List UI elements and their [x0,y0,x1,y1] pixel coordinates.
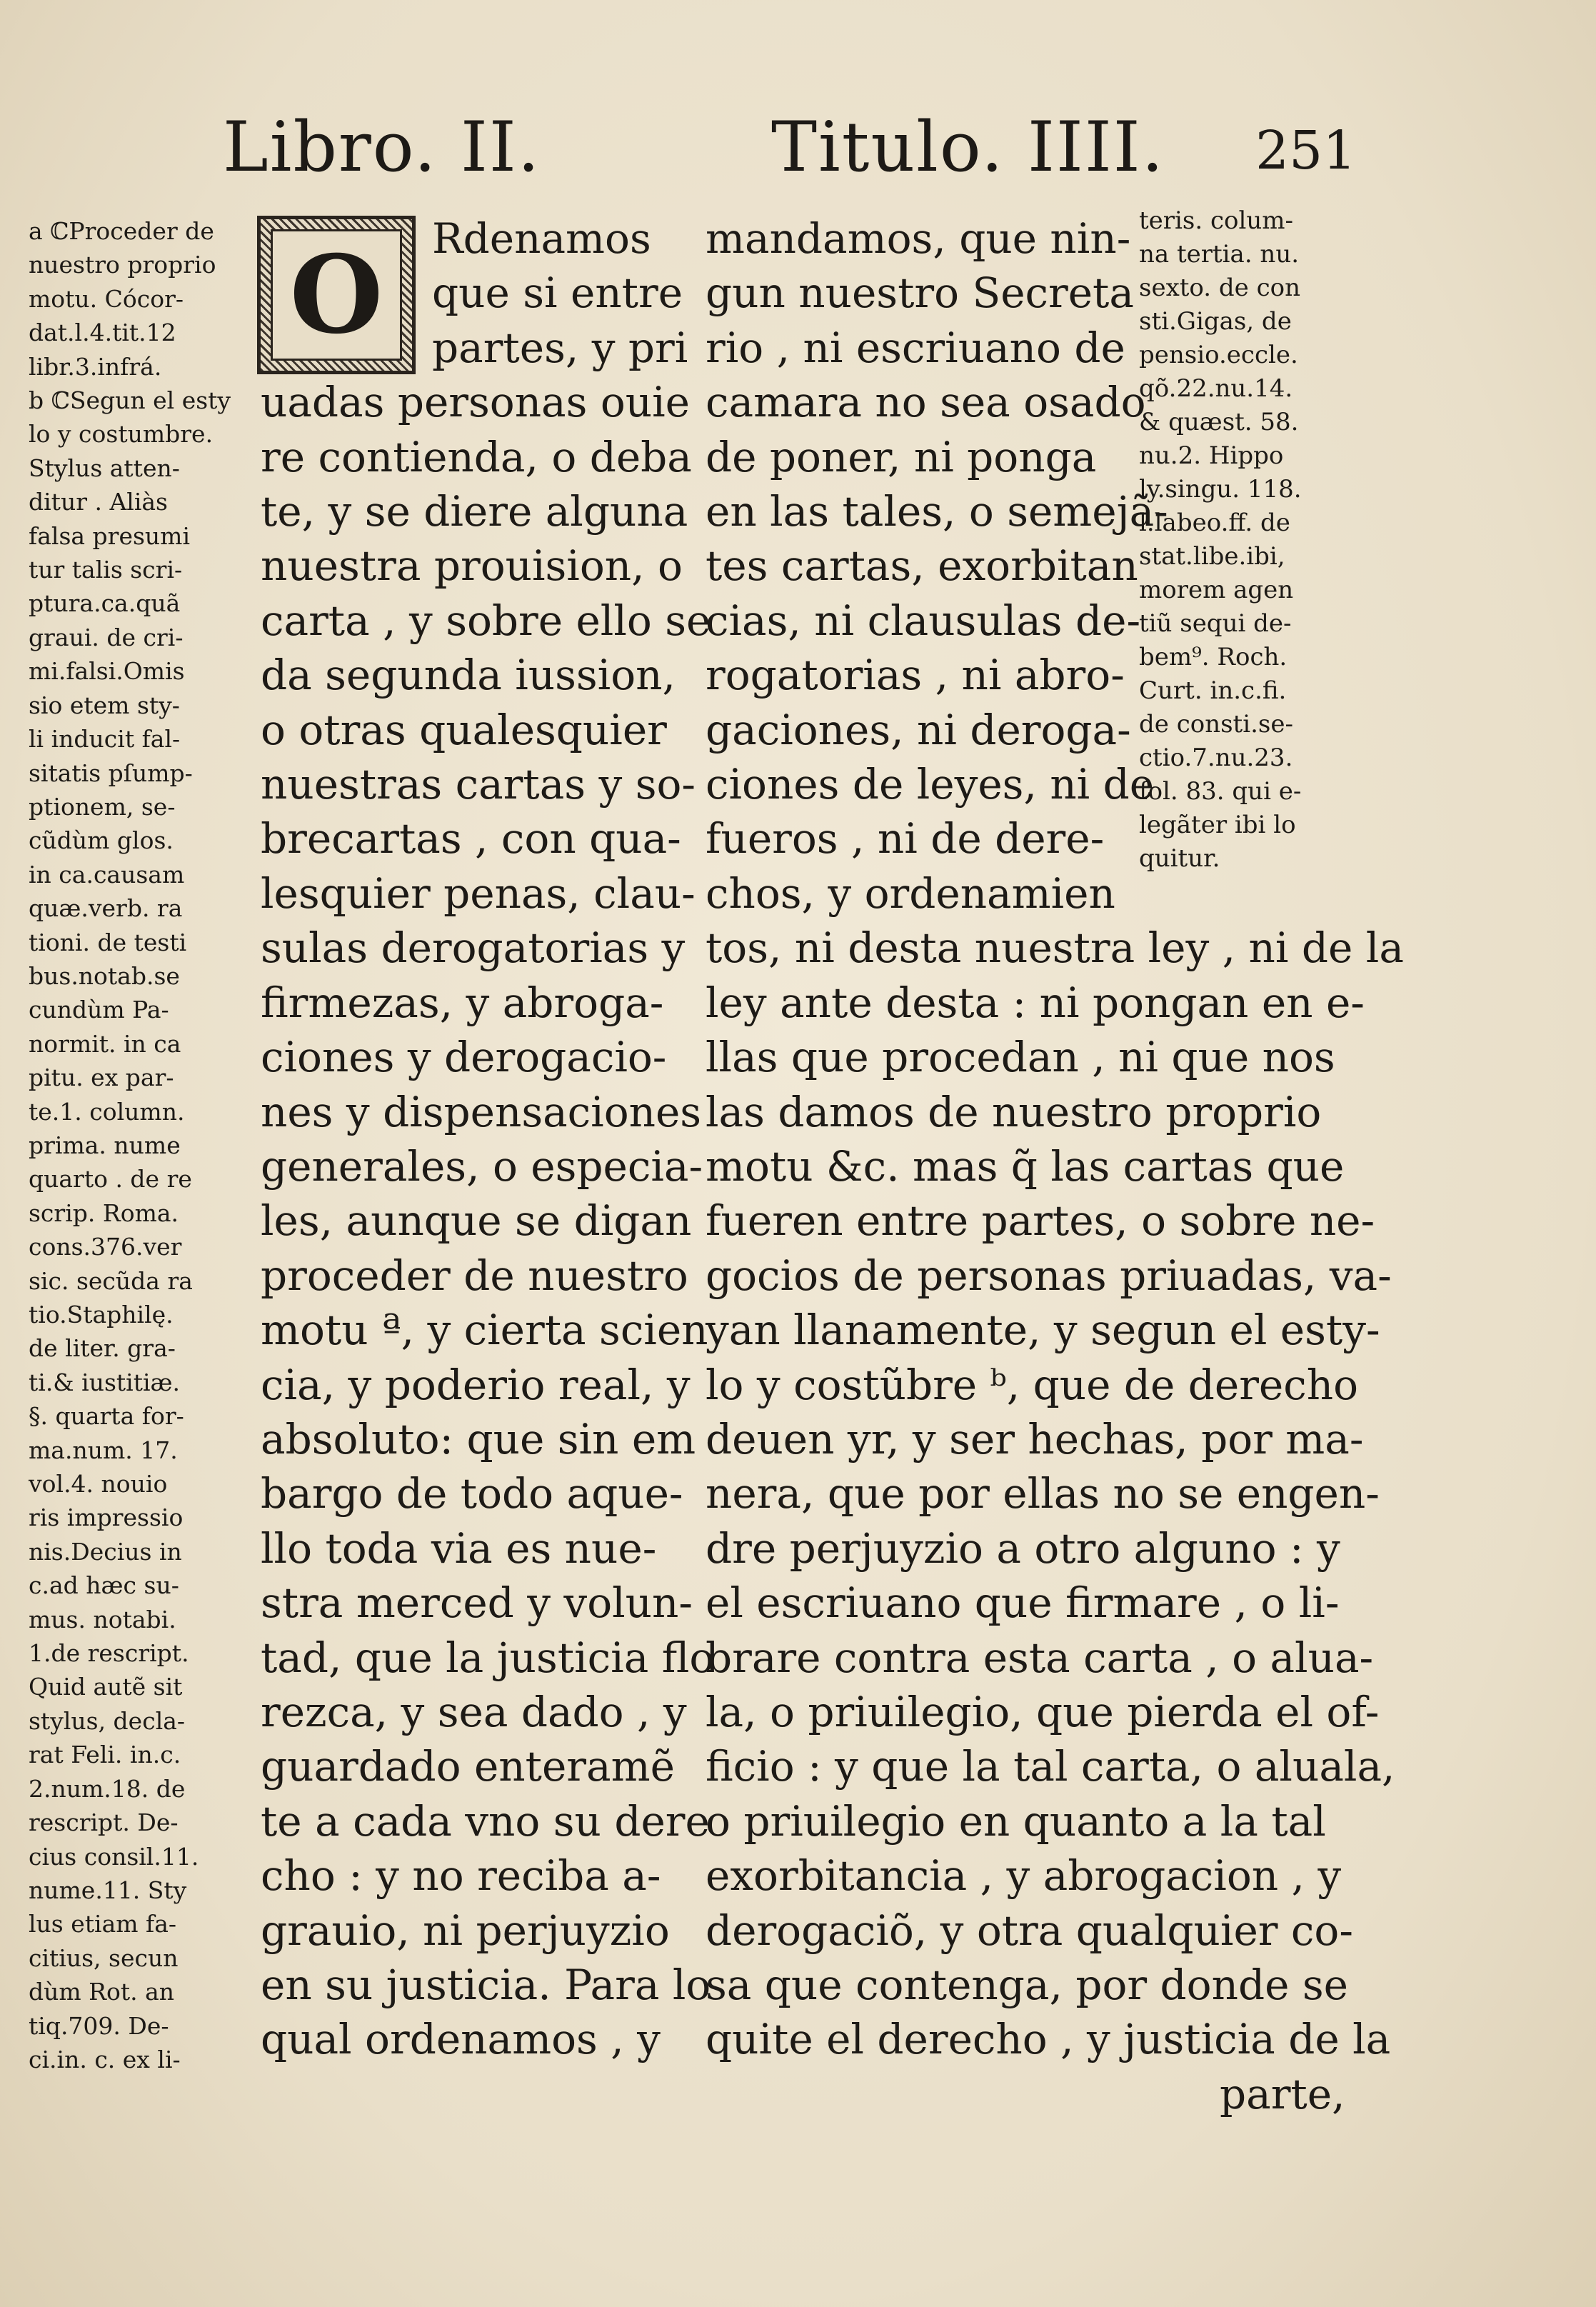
marginal-note-line: libr.3.infrá. [29,352,162,381]
text-line: partes, y pri [432,323,688,372]
text-line: les, aunque se digan [261,1196,692,1246]
text-line: absoluto: que sin em [261,1414,696,1463]
marginal-note-line: dùm Rot. an [29,1978,175,2006]
marginal-note-line: nume.11. Sty [29,1876,187,1904]
marginal-note-line: te.1. column. [29,1097,185,1126]
marginal-note-line: ptura.ca.quã [29,589,181,618]
text-line: brecartas , con qua- [261,814,681,864]
running-head-title: Titulo. IIII. [771,107,1165,187]
marginal-note-line: Quid autẽ sit [29,1673,183,1701]
text-line: dre perjuyzio a otro alguno : y [706,1523,1340,1573]
text-column-right [706,211,1404,2121]
marginal-note-line: Stylus atten- [29,454,180,482]
marginal-note-line: ci.in. c. ex li- [29,2045,181,2073]
marginal-note-line: a ℂProceder de [29,217,214,245]
text-line: llas que procedan , ni que nos [706,1033,1335,1082]
text-line: derogaciõ, y otra qualquier co- [706,1906,1353,1955]
marginal-note-line: lus etiam fa- [29,1910,177,1938]
text-line: fueros , ni de dere- [706,814,1105,864]
text-line: ficio : y que la tal carta, o aluala, [706,1742,1395,1791]
marginal-note-line: de liter. gra- [29,1334,176,1363]
marginal-note-line: l.labeo.ff. de [1139,509,1290,537]
left-marginal-notes [29,214,250,2076]
text-line: gocios de personas priuadas, va- [706,1251,1392,1300]
marginal-note-line: normit. in ca [29,1029,181,1058]
text-line: yan llanamente, y segun el esty- [706,1306,1380,1355]
marginal-note-line: bem⁹. Roch. [1139,643,1288,671]
marginal-note-line: mus. notabi. [29,1605,176,1633]
text-line: parte, [1220,2069,1345,2118]
text-line: lo y costũbre ᵇ, que de derecho [706,1360,1359,1409]
text-line: ley ante desta : ni pongan en e- [706,978,1365,1027]
text-line: mandamos, que nin- [706,214,1131,263]
marginal-note-line: sio etem sty- [29,691,180,719]
marginal-note-line: vol.4. nouio [29,1470,168,1498]
text-line: o otras qualesquier [261,705,667,754]
marginal-note-line: ctio.7.nu.23. [1139,744,1293,772]
text-line: motu ª, y cierta scien [261,1306,708,1355]
marginal-note-line: tur talis scri- [29,556,183,584]
marginal-note-line: quitur. [1139,844,1220,873]
text-line: de poner, ni ponga [706,432,1097,481]
text-line: sulas derogatorias y [261,924,686,973]
text-line: qual ordenamos , y [261,2015,661,2064]
marginal-note-line: rat Feli. in.c. [29,1741,181,1769]
text-line: rio , ni escriuano de [706,323,1125,372]
text-line: la, o priuilegio, que pierda el of- [706,1687,1380,1736]
marginal-note-line: bus.notab.se [29,961,180,990]
marginal-note-line: dat.l.4.tit.12 [29,319,176,347]
text-line: nuestras cartas y so- [261,760,696,809]
marginal-note-line: Curt. in.c.fi. [1139,676,1287,705]
marginal-note-line: quæ.verb. ra [29,894,183,923]
marginal-note-line: de consti.se- [1139,710,1293,739]
text-line: grauio, ni perjuyzio [261,1906,670,1955]
marginal-note-line: scrip. Roma. [29,1198,179,1227]
marginal-note-line: cons.376.ver [29,1233,182,1261]
marginal-note-line: morem agen [1139,576,1294,604]
text-line: te, y se diere alguna [261,487,688,536]
text-line: nuestra prouision, o [261,541,683,591]
marginal-note-line: fol. 83. qui e- [1139,777,1302,806]
marginal-note-line: citius, secun [29,1943,179,1972]
text-line: que si entre [432,269,683,318]
text-line: llo toda via es nue- [261,1523,657,1573]
marginal-note-line: tiũ sequi de- [1139,609,1292,638]
marginal-note-line: stat.libe.ibi, [1139,542,1285,571]
text-line: nes y dispensaciones [261,1087,702,1136]
marginal-note-line: 2.num.18. de [29,1774,186,1803]
marginal-note-line: sic. secũda ra [29,1266,193,1295]
text-line: bargo de todo aque- [261,1469,683,1518]
text-line: ciones y derogacio- [261,1033,667,1082]
text-line: o priuilegio en quanto a la tal [706,1796,1326,1846]
marginal-note-line: ditur . Aliàs [29,488,168,516]
text-line: tes cartas, exorbitan [706,541,1138,591]
text-line: nera, que por ellas no se engen- [706,1469,1380,1518]
text-line: tad, que la justicia flo [261,1633,715,1682]
text-line: guardado enteramẽ [261,1742,675,1791]
marginal-note-line: na tertia. nu. [1139,240,1300,269]
marginal-note-line: prima. nume [29,1131,181,1159]
text-line: cia, y poderio real, y [261,1360,691,1409]
marginal-note-line: tio.Staphilę. [29,1301,174,1328]
text-line: el escriuano que firmare , o li- [706,1578,1340,1628]
text-line: firmezas, y abroga- [261,978,664,1027]
text-line: lesquier penas, clau- [261,869,696,918]
text-line: las damos de nuestro proprio [706,1087,1322,1136]
marginal-note-line: falsa presumi [29,521,191,550]
marginal-note-line: tioni. de testi [29,928,187,956]
initial-letter: O [271,229,402,361]
marginal-note-line: lo y costumbre. [29,420,214,449]
text-line: camara no sea osado [706,378,1146,427]
text-line: exorbitancia , y abrogacion , y [706,1851,1342,1901]
running-head-book: Libro. II. [223,107,541,187]
marginal-note-line: teris. colum- [1139,206,1293,235]
marginal-note-line: §. quarta for- [29,1402,184,1431]
text-line: brare contra esta carta , o alua- [706,1633,1374,1682]
marginal-note-line: 1.de rescript. [29,1639,189,1668]
text-line: Rdenamos [432,214,651,263]
text-line: cho : y no reciba a- [261,1851,661,1901]
text-column-left [261,211,715,2067]
text-line: gun nuestro Secreta [706,269,1134,318]
marginal-note-line: stylus, decla- [29,1706,186,1735]
marginal-note-line: ma.num. 17. [29,1436,178,1464]
marginal-note-line: ris impressio [29,1503,184,1532]
marginal-note-line: li inducit fal- [29,725,181,754]
text-line: carta , y sobre ello se [261,596,711,645]
text-line: quite el derecho , y justicia de la [706,2015,1391,2064]
marginal-note-line: ly.singu. 118. [1139,475,1302,504]
marginal-note-line: cius consil.11. [29,1842,199,1871]
text-line: uadas personas ouie [261,378,690,427]
text-line: stra merced y volun- [261,1578,693,1628]
marginal-note-line: legãter ibi lo [1139,811,1296,839]
marginal-note-line: sexto. de con [1139,274,1300,302]
marginal-note-line: graui. de cri- [29,623,184,651]
marginal-note-line: qõ.22.nu.14. [1139,374,1293,403]
marginal-note-line: in ca.causam [29,860,185,889]
marginal-note-line: b ℂSegun el esty [29,386,231,415]
marginal-note-line: motu. Cócor- [29,284,184,313]
marginal-note-line: c.ad hæc su- [29,1571,179,1600]
text-line: deuen yr, y ser hechas, por ma- [706,1414,1364,1463]
marginal-note-line: & quæst. 58. [1139,408,1299,436]
text-line: rogatorias , ni abro- [706,651,1125,700]
marginal-note-line: pitu. ex par- [29,1064,174,1092]
marginal-note-line: cundùm Pa- [29,996,169,1024]
marginal-note-line: ptionem, se- [29,792,176,821]
text-line: ciones de leyes, ni de [706,760,1155,809]
text-line: fueren entre partes, o sobre ne- [706,1196,1375,1246]
text-line: generales, o especia- [261,1141,703,1191]
text-line: te a cada vno su dere [261,1796,710,1846]
folio-number: 251 [1255,120,1357,181]
marginal-note-line: quarto . de re [29,1165,192,1193]
text-line: rezca, y sea dado , y [261,1687,687,1736]
text-line: cias, ni clausulas de- [706,596,1141,645]
marginal-note-line: ti.& iustitiæ. [29,1368,181,1396]
marginal-note-line: pensio.eccle. [1139,341,1298,369]
marginal-note-line: mi.falsi.Omis [29,657,185,686]
marginal-note-line: sitatis pſump- [29,759,193,787]
text-line: da segunda iussion, [261,651,676,700]
text-line: gaciones, ni deroga- [706,705,1131,754]
marginal-note-line: nuestro proprio [29,251,216,279]
marginal-note-line: rescript. De- [29,1808,179,1837]
text-line: motu &c. mas q̃ las cartas que [706,1141,1345,1191]
marginal-note-line: tiq.709. De- [29,2011,169,2040]
marginal-note-line: nis.Decius in [29,1537,182,1566]
text-line: en su justicia. Para lo [261,1961,711,2009]
text-line: sa que contenga, por donde se [706,1961,1348,2009]
marginal-note-line: nu.2. Hippo [1139,441,1284,470]
text-line: chos, y ordenamien [706,869,1115,918]
marginal-note-line: cũdùm glos. [29,826,174,855]
text-line: proceder de nuestro [261,1251,688,1300]
marginal-note-line: sti.Gigas, de [1139,307,1292,336]
text-line: en las tales, o semejã- [706,487,1168,536]
text-line: re contienda, o deba [261,432,692,481]
text-line: tos, ni desta nuestra ley , ni de la [706,924,1404,973]
